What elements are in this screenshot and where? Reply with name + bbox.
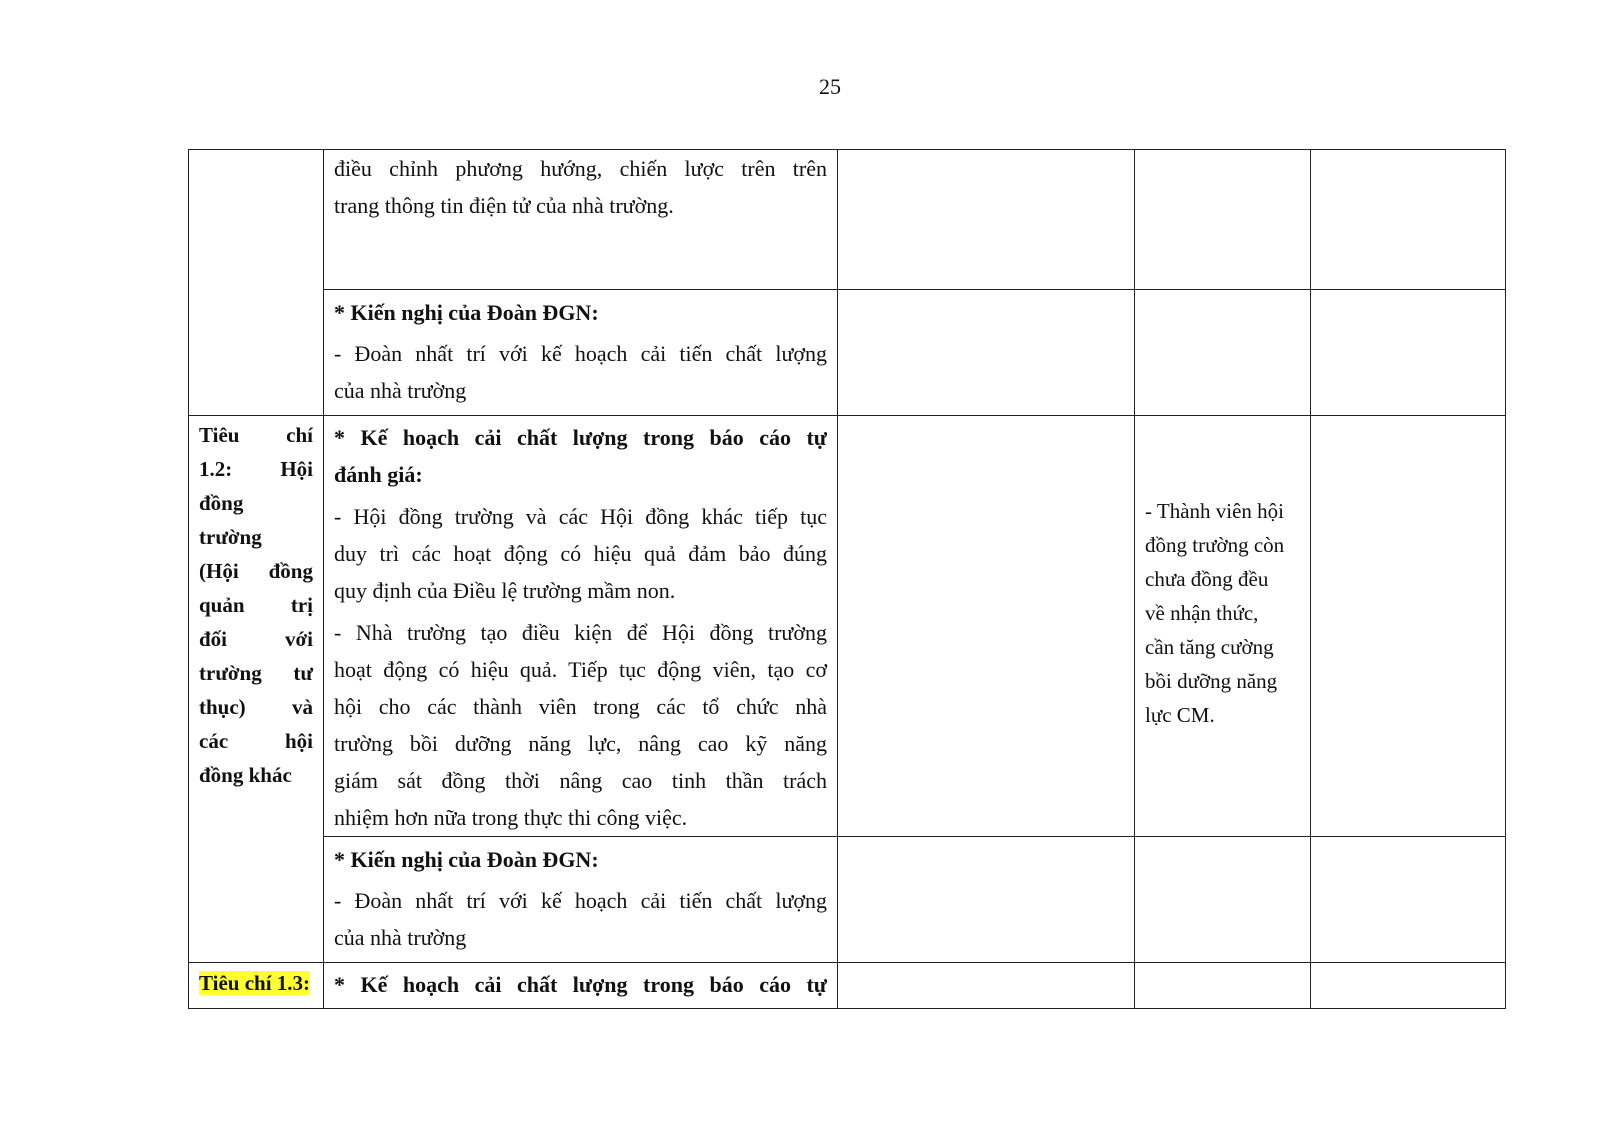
empty-cell <box>838 416 1135 837</box>
empty-cell <box>1135 290 1311 416</box>
content-line: quy định của Điều lệ trường mầm non. <box>334 578 676 603</box>
criteria-line: trường <box>199 525 262 549</box>
table-row <box>189 416 1506 837</box>
recommendation-cell <box>324 837 838 963</box>
content-line: nhiệm hơn nữa trong thực thi công việc. <box>334 805 688 830</box>
recommendation-line: của nhà trường <box>334 378 467 403</box>
empty-cell <box>838 837 1135 963</box>
criteria-cell-continued <box>189 150 324 416</box>
criteria-line: trường tư <box>199 661 313 685</box>
criteria-line: các hội <box>199 729 313 753</box>
criteria-line: Tiêu chí <box>199 423 313 447</box>
empty-cell <box>1311 416 1506 837</box>
empty-cell <box>1135 837 1311 963</box>
criteria-line: đồng <box>199 491 244 515</box>
recommendation-cell <box>324 290 838 416</box>
empty-cell <box>1311 963 1506 1009</box>
note-line: cần tăng cường <box>1145 635 1274 659</box>
criteria-label-highlighted: Tiêu chí 1.3: <box>199 971 311 995</box>
note-line: lực CM. <box>1145 703 1215 727</box>
recommendation-heading: * Kiến nghị của Đoàn ĐGN: <box>334 847 599 872</box>
note-cell <box>1135 416 1311 837</box>
empty-cell <box>838 963 1135 1009</box>
criteria-line: (Hội đồng <box>199 559 313 583</box>
table-row <box>189 837 1506 963</box>
content-cell <box>324 416 838 837</box>
content-line: duy trì các hoạt động có hiệu quả đảm bảo đúng <box>334 541 827 566</box>
content-line: giám sát đồng thời nâng cao tinh thần trách <box>334 768 827 793</box>
criteria-line: 1.2: Hội <box>199 457 313 481</box>
plan-heading: * Kế hoạch cải chất lượng trong báo cáo tự <box>334 425 827 450</box>
note-line: - Thành viên hội <box>1145 499 1285 523</box>
empty-cell <box>1135 963 1311 1009</box>
content-line: hoạt động có hiệu quả. Tiếp tục động viên, tạo cơ <box>334 657 827 682</box>
table-row <box>189 963 1506 1009</box>
empty-cell <box>838 290 1135 416</box>
content-line: điều chỉnh phương hướng, chiến lược trên trên <box>334 156 827 181</box>
empty-cell <box>1311 150 1506 290</box>
note-line: về nhận thức, <box>1145 601 1259 625</box>
plan-heading: * Kế hoạch cải chất lượng trong báo cáo tự <box>334 972 827 997</box>
evaluation-table <box>188 149 1506 1009</box>
note-line: đồng trường còn <box>1145 533 1285 557</box>
criteria-line: đối với <box>199 627 313 651</box>
content-line: - Hội đồng trường và các Hội đồng khác tiếp tục <box>334 504 827 529</box>
criteria-line: quản trị <box>199 593 313 617</box>
table-row <box>189 150 1506 290</box>
content-line: hội cho các thành viên trong các tổ chức nhà <box>334 694 827 719</box>
page-number: 25 <box>819 74 841 99</box>
content-cell <box>324 150 838 290</box>
empty-cell <box>1135 150 1311 290</box>
content-cell <box>324 963 838 1009</box>
plan-heading: đánh giá: <box>334 462 423 487</box>
content-line: - Nhà trường tạo điều kiện để Hội đồng trường <box>334 620 827 645</box>
empty-cell <box>1311 290 1506 416</box>
content-line: trang thông tin điện tử của nhà trường. <box>334 193 674 218</box>
empty-cell <box>838 150 1135 290</box>
criteria-line: đồng khác <box>199 763 292 787</box>
empty-cell <box>1311 837 1506 963</box>
note-line: bồi dưỡng năng <box>1145 669 1278 693</box>
recommendation-heading: * Kiến nghị của Đoàn ĐGN: <box>334 300 599 325</box>
recommendation-line: của nhà trường <box>334 925 467 950</box>
note-line: chưa đồng đều <box>1145 567 1269 591</box>
recommendation-line: - Đoàn nhất trí với kế hoạch cải tiến chất lượng <box>334 888 827 913</box>
criteria-line: thục) và <box>199 695 313 719</box>
criteria-cell <box>189 416 324 963</box>
criteria-cell <box>189 963 324 1009</box>
recommendation-line: - Đoàn nhất trí với kế hoạch cải tiến chất lượng <box>334 341 827 366</box>
table-row <box>189 290 1506 416</box>
content-line: trường bồi dưỡng năng lực, nâng cao kỹ năng <box>334 731 827 756</box>
